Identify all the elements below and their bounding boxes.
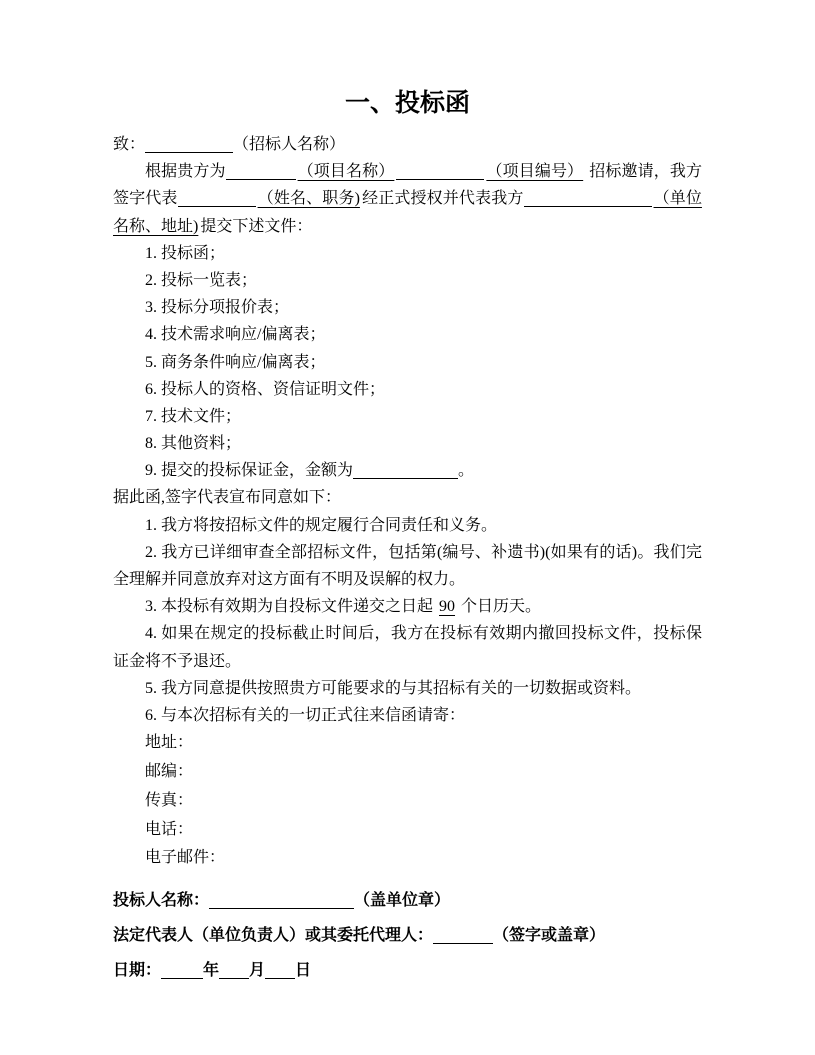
text-segment: 年: [203, 962, 220, 980]
file-list-item-6: [113, 376, 702, 403]
clause-3: [113, 593, 702, 620]
blank-field: [226, 165, 296, 180]
text-segment: 电子邮件：: [145, 849, 226, 867]
text-segment: 5. 我方同意提供按照贵方可能要求的与其招标有关的一切数据或资料。: [145, 679, 642, 697]
file-list-item-4: [113, 321, 702, 348]
text-segment: 。: [458, 462, 475, 480]
address-line: [113, 729, 702, 758]
text-segment: 招标邀请，我方签字代表: [113, 163, 702, 208]
clause-1: [113, 512, 702, 539]
text-segment: 3. 投标分项报价表；: [145, 299, 290, 317]
text-segment: 5. 商务条件响应/偏离表；: [145, 353, 326, 371]
underlined-text: （姓名、职务): [257, 190, 360, 208]
blank-field: [433, 929, 493, 944]
text-segment: 6. 与本次招标有关的一切正式往来信函请寄：: [145, 706, 466, 724]
file-list-item-1: [113, 240, 702, 267]
clause-6: [113, 702, 702, 729]
text-segment: （签字或盖章）: [493, 927, 606, 945]
legal-rep-line: [113, 922, 702, 949]
text-segment: 3. 本投标有效期为自投标文件递交之日起: [145, 598, 438, 616]
text-segment: 1. 投标函；: [145, 244, 226, 262]
intro-paragraph: [113, 158, 702, 240]
text-segment: 提交下述文件：: [200, 217, 313, 235]
to-line: [113, 131, 702, 158]
text-segment: （招标人名称）: [233, 136, 346, 153]
text-segment: 地址：: [145, 734, 194, 752]
text-segment: 日: [295, 962, 312, 980]
blank-field: [145, 138, 233, 153]
phone-line: [113, 816, 702, 845]
fax-line: [113, 787, 702, 816]
text-segment: 经正式授权并代表我方: [361, 190, 524, 208]
text-segment: 邮编：: [145, 762, 194, 780]
underlined-text: （单位名称、地址): [113, 190, 702, 235]
blank-field: [353, 464, 458, 479]
text-segment: 7. 技术文件；: [145, 407, 242, 425]
page-title: 一、投标函: [344, 90, 470, 117]
text-segment: 个日历天。: [457, 598, 542, 616]
text-segment: 根据贵方为: [145, 163, 226, 181]
blank-field: [219, 964, 249, 979]
text-segment: 1. 我方将按招标文件的规定履行合同责任和义务。: [145, 516, 498, 534]
file-list-item-8: [113, 430, 702, 457]
text-segment: 2. 投标一览表；: [145, 271, 258, 289]
text-segment: （盖单位章）: [354, 892, 451, 910]
email-line: [113, 844, 702, 873]
text-segment: 投标人名称：: [113, 892, 210, 910]
text-segment: 4. 技术需求响应/偏离表；: [145, 326, 326, 344]
blank-field: [396, 165, 484, 180]
clause-4: [113, 620, 702, 674]
underlined-text: 90: [439, 598, 456, 616]
text-segment: 电话：: [145, 820, 194, 838]
clause-2: [113, 539, 702, 593]
blank-field: [161, 964, 203, 979]
text-segment: 月: [249, 962, 266, 980]
file-list-item-9: [113, 457, 702, 484]
text-segment: 据此函,签字代表宣布同意如下：: [113, 489, 342, 507]
file-list-item-7: [113, 403, 702, 430]
text-segment: 传真：: [145, 791, 194, 809]
clause-5: [113, 675, 702, 702]
text-segment: 日期：: [113, 962, 162, 980]
text-segment: 6. 投标人的资格、资信证明文件；: [145, 380, 386, 398]
text-segment: 4. 如果在规定的投标截止时间后，我方在投标有效期内撤回投标文件，投标保证金将不予退还。: [113, 625, 702, 670]
underlined-text: （项目编号）: [486, 163, 584, 181]
text-segment: 9. 提交的投标保证金，金额为: [145, 462, 354, 480]
zip-line: [113, 758, 702, 787]
blank-field: [265, 964, 295, 979]
bidder-name-line: [113, 887, 702, 914]
declaration-line: [113, 484, 702, 511]
file-list-item-3: [113, 294, 702, 321]
blank-field: [524, 192, 652, 207]
file-list-item-2: [113, 267, 702, 294]
text-segment: 8. 其他资料；: [145, 435, 242, 453]
file-list-item-5: [113, 349, 702, 376]
text-segment: 2. 我方已详细审查全部招标文件，包括第(编号、补遗书)(如果有的话)。我们完全理解并同意放弃对这方面有不明及误解的权力。: [113, 543, 702, 588]
underlined-text: （项目名称）: [297, 163, 395, 181]
blank-field: [209, 894, 354, 909]
date-line: [113, 957, 702, 984]
text-segment: 致：: [113, 136, 146, 153]
text-segment: 法定代表人（单位负责人）或其委托代理人：: [113, 927, 434, 945]
blank-field: [178, 192, 256, 207]
